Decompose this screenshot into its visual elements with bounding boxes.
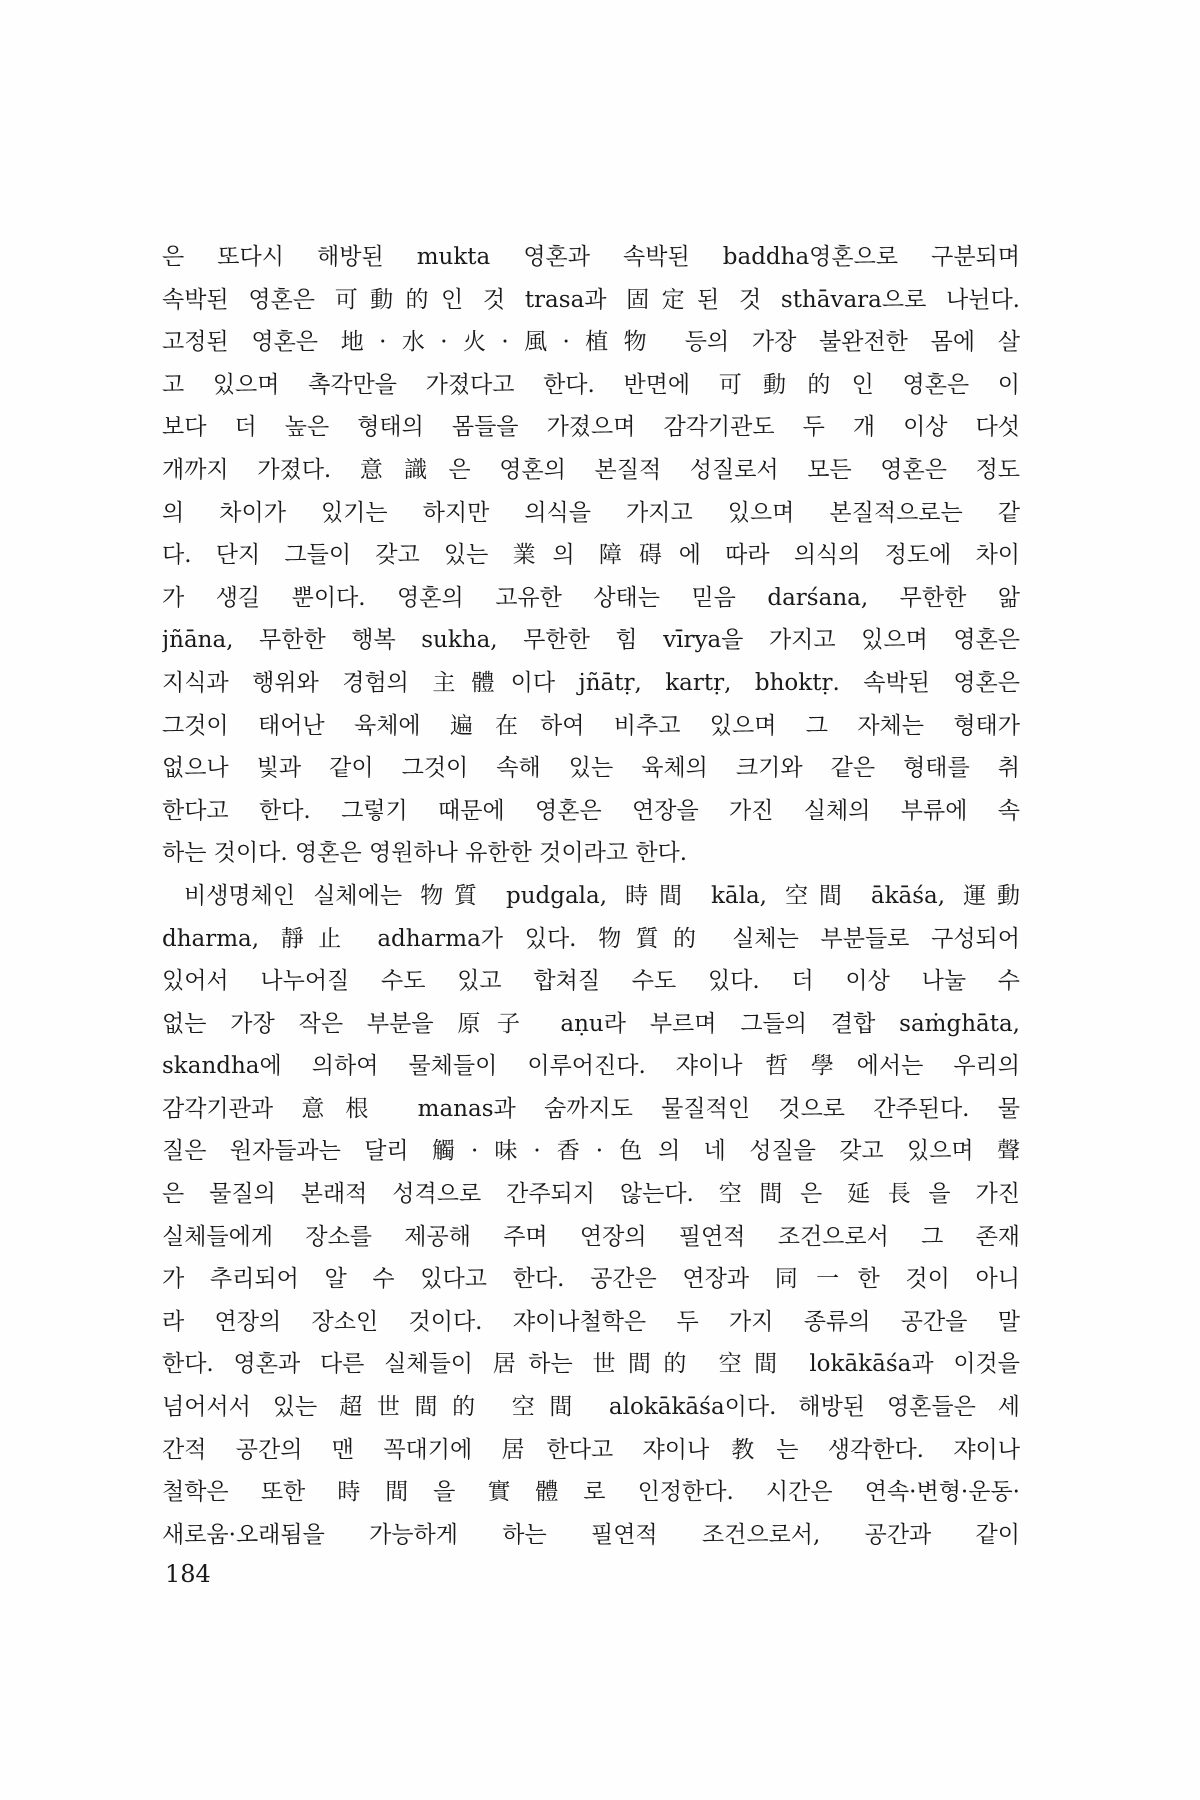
paragraph-first-line: 비생명체인 실체에는 物質 pudgala, 時間 kāla, 空間 ākāśa, 運動: [184, 882, 1020, 909]
text-line: 새로움·오래됨을 가능하게 하는 필연적 조건으로서, 공간과 같이: [162, 1521, 1020, 1548]
text-line: 지식과 행위와 경험의 主體이다 jñātṛ, kartṛ, bhoktṛ. 속박된 영혼은: [162, 669, 1020, 696]
text-line: 고 있으며 촉각만을 가졌다고 한다. 반면에 可動的인 영혼은 이: [162, 371, 1020, 398]
text-line: 없으나 빛과 같이 그것이 속해 있는 육체의 크기와 같은 형태를 취: [162, 755, 1020, 782]
text-line: 한다고 한다. 그렇기 때문에 영혼은 연장을 가진 실체의 부류에 속: [162, 797, 1020, 824]
page-number: 184: [165, 1560, 211, 1588]
text-line: 은 또다시 해방된 mukta 영혼과 속박된 baddha영혼으로 구분되며: [162, 244, 1020, 270]
text-line: 한다. 영혼과 다른 실체들이 居하는 世間的 空間 lokākāśa과 이것을: [162, 1351, 1020, 1378]
text-line: 은 물질의 본래적 성격으로 간주되지 않는다. 空間은 延長을 가진: [162, 1181, 1020, 1208]
text-line: 없는 가장 작은 부분을 原子 aṇu라 부르며 그들의 결합 saṁghāta,: [162, 1010, 1020, 1037]
text-line: 질은 원자들과는 달리 觸·味·香·色의 네 성질을 갖고 있으며 聲: [162, 1138, 1020, 1165]
text-line: 하는 것이다. 영혼은 영원하나 유한한 것이라고 한다.: [162, 840, 688, 867]
text-line: 있어서 나누어질 수도 있고 합쳐질 수도 있다. 더 이상 나눌 수: [162, 968, 1020, 995]
text-line: 보다 더 높은 형태의 몸들을 가졌으며 감각기관도 두 개 이상 다섯: [162, 414, 1020, 441]
text-line: 그것이 태어난 육체에 遍在하여 비추고 있으며 그 자체는 형태가: [162, 712, 1020, 739]
text-line: 철학은 또한 時間을 實體로 인정한다. 시간은 연속·변형·운동·: [162, 1479, 1020, 1506]
text-line: 개까지 가졌다. 意識은 영혼의 본질적 성질로서 모든 영혼은 정도: [162, 456, 1020, 483]
text-line: jñāna, 무한한 행복 sukha, 무한한 힘 vīrya을 가지고 있으며 영혼은: [162, 627, 1020, 654]
text-line: 라 연장의 장소인 것이다. 쟈이나철학은 두 가지 종류의 공간을 말: [162, 1308, 1020, 1335]
text-line: 실체들에게 장소를 제공해 주며 연장의 필연적 조건으로서 그 존재: [162, 1223, 1020, 1250]
text-line: 가 생길 뿐이다. 영혼의 고유한 상태는 믿음 darśana, 무한한 앎: [162, 584, 1020, 611]
text-line: 넘어서서 있는 超世間的 空間 alokākāśa이다. 해방된 영혼들은 세: [162, 1394, 1020, 1421]
text-line: 고정된 영혼은 地·水·火·風·植物 등의 가장 불완전한 몸에 살: [162, 329, 1020, 356]
text-line: dharma, 靜止 adharma가 있다. 物質的 실체는 부분들로 구성되어: [162, 925, 1020, 952]
text-line: 간적 공간의 맨 꼭대기에 居한다고 쟈이나教는 생각한다. 쟈이나: [162, 1436, 1020, 1463]
text-line: 다. 단지 그들이 갖고 있는 業의 障碍에 따라 의식의 정도에 차이: [162, 542, 1020, 569]
text-line: 가 추리되어 알 수 있다고 한다. 공간은 연장과 同一한 것이 아니: [162, 1266, 1020, 1293]
text-line: skandha에 의하여 물체들이 이루어진다. 쟈이나哲學에서는 우리의: [162, 1053, 1020, 1080]
text-line: 의 차이가 있기는 하지만 의식을 가지고 있으며 본질적으로는 같: [162, 499, 1020, 526]
text-line: 속박된 영혼은 可動的인 것 trasa과 固定된 것 sthāvara으로 나뉜다.: [162, 286, 1020, 313]
body-text: [162, 236, 1020, 1556]
text-line: 감각기관과 意根 manas과 숨까지도 물질적인 것으로 간주된다. 물: [162, 1095, 1020, 1122]
